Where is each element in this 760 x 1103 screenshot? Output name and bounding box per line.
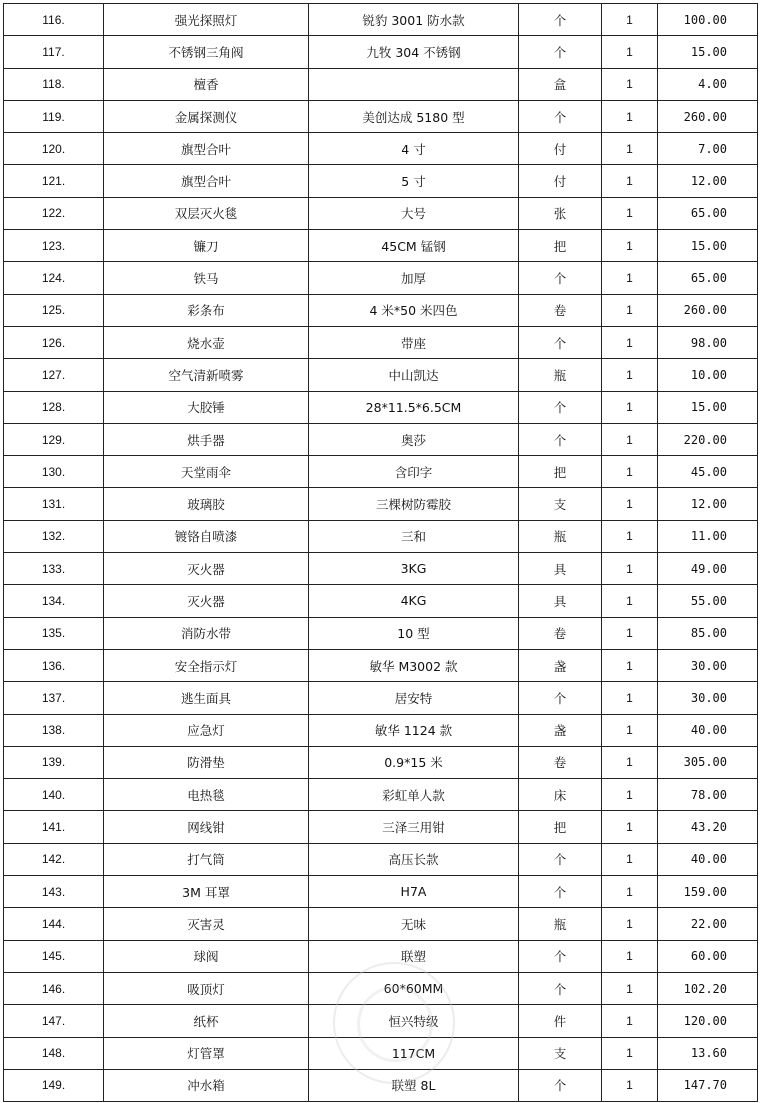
item-spec: 联塑 8L [309, 1069, 519, 1101]
table-row [4, 1005, 758, 1037]
row-number: 148. [4, 1037, 104, 1069]
item-spec: 敏华 M3002 款 [309, 649, 519, 681]
row-number: 140. [4, 779, 104, 811]
table-row [4, 553, 758, 585]
table-row [4, 617, 758, 649]
item-spec: 三泽三用钳 [309, 811, 519, 843]
item-quantity: 1 [602, 36, 658, 68]
row-number: 125. [4, 294, 104, 326]
item-unit: 个 [519, 843, 602, 875]
item-spec: 28*11.5*6.5CM [309, 391, 519, 423]
row-number: 117. [4, 36, 104, 68]
item-amount: 85.00 [658, 617, 758, 649]
row-number: 144. [4, 908, 104, 940]
row-number: 133. [4, 553, 104, 585]
table-row [4, 843, 758, 875]
item-spec: 恒兴特级 [309, 1005, 519, 1037]
item-unit: 付 [519, 133, 602, 165]
table-row [4, 488, 758, 520]
item-amount: 100.00 [658, 4, 758, 36]
item-name: 安全指示灯 [104, 649, 309, 681]
item-amount: 13.60 [658, 1037, 758, 1069]
item-amount: 10.00 [658, 359, 758, 391]
table-row [4, 908, 758, 940]
table-row [4, 230, 758, 262]
item-quantity: 1 [602, 617, 658, 649]
item-amount: 11.00 [658, 520, 758, 552]
item-amount: 49.00 [658, 553, 758, 585]
item-name: 烘手器 [104, 423, 309, 455]
table-row [4, 649, 758, 681]
item-spec: 10 型 [309, 617, 519, 649]
row-number: 146. [4, 972, 104, 1004]
item-name: 吸顶灯 [104, 972, 309, 1004]
item-amount: 15.00 [658, 391, 758, 423]
item-amount: 147.70 [658, 1069, 758, 1101]
item-quantity: 1 [602, 520, 658, 552]
item-quantity: 1 [602, 197, 658, 229]
item-quantity: 1 [602, 972, 658, 1004]
item-quantity: 1 [602, 456, 658, 488]
item-unit: 床 [519, 779, 602, 811]
row-number: 116. [4, 4, 104, 36]
table-row [4, 262, 758, 294]
item-unit: 个 [519, 682, 602, 714]
item-amount: 60.00 [658, 940, 758, 972]
item-unit: 个 [519, 4, 602, 36]
item-amount: 55.00 [658, 585, 758, 617]
row-number: 126. [4, 326, 104, 358]
item-name: 防滑垫 [104, 746, 309, 778]
item-amount: 30.00 [658, 682, 758, 714]
table-row [4, 326, 758, 358]
item-quantity: 1 [602, 1037, 658, 1069]
table-row [4, 940, 758, 972]
item-quantity: 1 [602, 876, 658, 908]
item-unit: 卷 [519, 294, 602, 326]
items-table-body [4, 4, 758, 1102]
item-name: 强光探照灯 [104, 4, 309, 36]
item-quantity: 1 [602, 811, 658, 843]
item-spec: 奥莎 [309, 423, 519, 455]
item-name: 彩条布 [104, 294, 309, 326]
item-unit: 支 [519, 488, 602, 520]
row-number: 128. [4, 391, 104, 423]
item-amount: 65.00 [658, 262, 758, 294]
item-spec: 高压长款 [309, 843, 519, 875]
row-number: 123. [4, 230, 104, 262]
item-name: 双层灭火毯 [104, 197, 309, 229]
item-unit: 个 [519, 972, 602, 1004]
item-unit: 盏 [519, 714, 602, 746]
row-number: 143. [4, 876, 104, 908]
item-quantity: 1 [602, 423, 658, 455]
item-name: 消防水带 [104, 617, 309, 649]
item-quantity: 1 [602, 165, 658, 197]
item-quantity: 1 [602, 262, 658, 294]
item-quantity: 1 [602, 1005, 658, 1037]
item-spec: H7A [309, 876, 519, 908]
table-row [4, 36, 758, 68]
row-number: 131. [4, 488, 104, 520]
item-name: 3M 耳罩 [104, 876, 309, 908]
item-spec: 4KG [309, 585, 519, 617]
item-spec: 0.9*15 米 [309, 746, 519, 778]
item-unit: 个 [519, 423, 602, 455]
table-row [4, 779, 758, 811]
items-table [3, 3, 758, 1102]
item-unit: 瓶 [519, 908, 602, 940]
item-spec: 三和 [309, 520, 519, 552]
item-amount: 40.00 [658, 714, 758, 746]
item-amount: 159.00 [658, 876, 758, 908]
item-spec [309, 68, 519, 100]
item-spec: 彩虹单人款 [309, 779, 519, 811]
item-unit: 个 [519, 36, 602, 68]
item-spec: 3KG [309, 553, 519, 585]
item-unit: 具 [519, 585, 602, 617]
item-name: 灯管罩 [104, 1037, 309, 1069]
row-number: 130. [4, 456, 104, 488]
table-row [4, 359, 758, 391]
item-name: 镰刀 [104, 230, 309, 262]
item-amount: 40.00 [658, 843, 758, 875]
item-quantity: 1 [602, 553, 658, 585]
item-unit: 个 [519, 100, 602, 132]
item-quantity: 1 [602, 843, 658, 875]
item-name: 不锈钢三角阀 [104, 36, 309, 68]
table-row [4, 520, 758, 552]
item-amount: 220.00 [658, 423, 758, 455]
item-quantity: 1 [602, 746, 658, 778]
item-name: 网线钳 [104, 811, 309, 843]
row-number: 132. [4, 520, 104, 552]
item-name: 应急灯 [104, 714, 309, 746]
item-name: 金属探测仪 [104, 100, 309, 132]
table-row [4, 1037, 758, 1069]
row-number: 121. [4, 165, 104, 197]
item-amount: 260.00 [658, 100, 758, 132]
row-number: 142. [4, 843, 104, 875]
row-number: 137. [4, 682, 104, 714]
item-name: 烧水壶 [104, 326, 309, 358]
item-name: 灭火器 [104, 585, 309, 617]
item-spec: 美创达成 5180 型 [309, 100, 519, 132]
item-quantity: 1 [602, 488, 658, 520]
row-number: 139. [4, 746, 104, 778]
item-unit: 把 [519, 456, 602, 488]
item-name: 灭火器 [104, 553, 309, 585]
item-spec: 5 寸 [309, 165, 519, 197]
table-row [4, 456, 758, 488]
table-row [4, 746, 758, 778]
item-amount: 22.00 [658, 908, 758, 940]
item-quantity: 1 [602, 585, 658, 617]
item-name: 天堂雨伞 [104, 456, 309, 488]
item-quantity: 1 [602, 1069, 658, 1101]
table-row [4, 391, 758, 423]
item-unit: 把 [519, 811, 602, 843]
item-quantity: 1 [602, 682, 658, 714]
item-name: 旗型合叶 [104, 133, 309, 165]
item-name: 旗型合叶 [104, 165, 309, 197]
item-quantity: 1 [602, 649, 658, 681]
row-number: 134. [4, 585, 104, 617]
item-spec: 中山凯达 [309, 359, 519, 391]
row-number: 135. [4, 617, 104, 649]
item-amount: 4.00 [658, 68, 758, 100]
item-unit: 个 [519, 262, 602, 294]
item-amount: 12.00 [658, 165, 758, 197]
item-spec: 无味 [309, 908, 519, 940]
item-quantity: 1 [602, 4, 658, 36]
item-name: 镀铬自喷漆 [104, 520, 309, 552]
table-row [4, 1069, 758, 1101]
item-amount: 30.00 [658, 649, 758, 681]
item-spec: 带座 [309, 326, 519, 358]
item-unit: 个 [519, 326, 602, 358]
item-quantity: 1 [602, 100, 658, 132]
item-spec: 联塑 [309, 940, 519, 972]
item-quantity: 1 [602, 359, 658, 391]
item-quantity: 1 [602, 68, 658, 100]
item-name: 灭害灵 [104, 908, 309, 940]
item-quantity: 1 [602, 940, 658, 972]
table-row [4, 133, 758, 165]
item-amount: 98.00 [658, 326, 758, 358]
item-unit: 支 [519, 1037, 602, 1069]
item-name: 纸杯 [104, 1005, 309, 1037]
item-spec: 4 寸 [309, 133, 519, 165]
item-amount: 7.00 [658, 133, 758, 165]
row-number: 136. [4, 649, 104, 681]
item-amount: 260.00 [658, 294, 758, 326]
item-amount: 65.00 [658, 197, 758, 229]
item-name: 逃生面具 [104, 682, 309, 714]
item-unit: 付 [519, 165, 602, 197]
item-name: 大胶锤 [104, 391, 309, 423]
item-quantity: 1 [602, 230, 658, 262]
row-number: 124. [4, 262, 104, 294]
item-unit: 具 [519, 553, 602, 585]
table-row [4, 197, 758, 229]
item-name: 球阀 [104, 940, 309, 972]
item-unit: 件 [519, 1005, 602, 1037]
item-spec: 大号 [309, 197, 519, 229]
item-quantity: 1 [602, 133, 658, 165]
item-spec: 117CM [309, 1037, 519, 1069]
row-number: 149. [4, 1069, 104, 1101]
item-spec: 45CM 锰钢 [309, 230, 519, 262]
row-number: 141. [4, 811, 104, 843]
item-unit: 个 [519, 940, 602, 972]
row-number: 147. [4, 1005, 104, 1037]
table-row [4, 714, 758, 746]
item-spec: 60*60MM [309, 972, 519, 1004]
item-amount: 43.20 [658, 811, 758, 843]
item-amount: 15.00 [658, 36, 758, 68]
item-spec: 加厚 [309, 262, 519, 294]
item-amount: 15.00 [658, 230, 758, 262]
item-unit: 个 [519, 391, 602, 423]
table-row [4, 876, 758, 908]
item-name: 空气清新喷雾 [104, 359, 309, 391]
row-number: 127. [4, 359, 104, 391]
item-quantity: 1 [602, 714, 658, 746]
item-unit: 把 [519, 230, 602, 262]
item-spec: 含印字 [309, 456, 519, 488]
row-number: 122. [4, 197, 104, 229]
table-row [4, 585, 758, 617]
table-row [4, 4, 758, 36]
item-amount: 12.00 [658, 488, 758, 520]
item-unit: 瓶 [519, 359, 602, 391]
item-quantity: 1 [602, 326, 658, 358]
item-unit: 张 [519, 197, 602, 229]
item-name: 电热毯 [104, 779, 309, 811]
item-spec: 居安特 [309, 682, 519, 714]
table-row [4, 68, 758, 100]
table-row [4, 165, 758, 197]
row-number: 138. [4, 714, 104, 746]
item-name: 玻璃胶 [104, 488, 309, 520]
row-number: 145. [4, 940, 104, 972]
item-unit: 盏 [519, 649, 602, 681]
item-unit: 卷 [519, 746, 602, 778]
table-row [4, 423, 758, 455]
item-unit: 个 [519, 876, 602, 908]
item-quantity: 1 [602, 908, 658, 940]
row-number: 119. [4, 100, 104, 132]
item-amount: 78.00 [658, 779, 758, 811]
item-spec: 4 米*50 米四色 [309, 294, 519, 326]
item-amount: 305.00 [658, 746, 758, 778]
row-number: 118. [4, 68, 104, 100]
item-name: 打气筒 [104, 843, 309, 875]
item-spec: 敏华 1124 款 [309, 714, 519, 746]
item-unit: 卷 [519, 617, 602, 649]
item-name: 冲水箱 [104, 1069, 309, 1101]
table-row [4, 294, 758, 326]
table-row [4, 811, 758, 843]
item-amount: 120.00 [658, 1005, 758, 1037]
item-quantity: 1 [602, 779, 658, 811]
item-name: 檀香 [104, 68, 309, 100]
table-row [4, 100, 758, 132]
row-number: 120. [4, 133, 104, 165]
item-quantity: 1 [602, 294, 658, 326]
item-spec: 锐豹 3001 防水款 [309, 4, 519, 36]
item-spec: 九牧 304 不锈钢 [309, 36, 519, 68]
item-unit: 个 [519, 1069, 602, 1101]
item-unit: 盒 [519, 68, 602, 100]
item-quantity: 1 [602, 391, 658, 423]
item-amount: 102.20 [658, 972, 758, 1004]
item-spec: 三棵树防霉胶 [309, 488, 519, 520]
item-name: 铁马 [104, 262, 309, 294]
item-unit: 瓶 [519, 520, 602, 552]
table-row [4, 682, 758, 714]
item-amount: 45.00 [658, 456, 758, 488]
table-row [4, 972, 758, 1004]
row-number: 129. [4, 423, 104, 455]
